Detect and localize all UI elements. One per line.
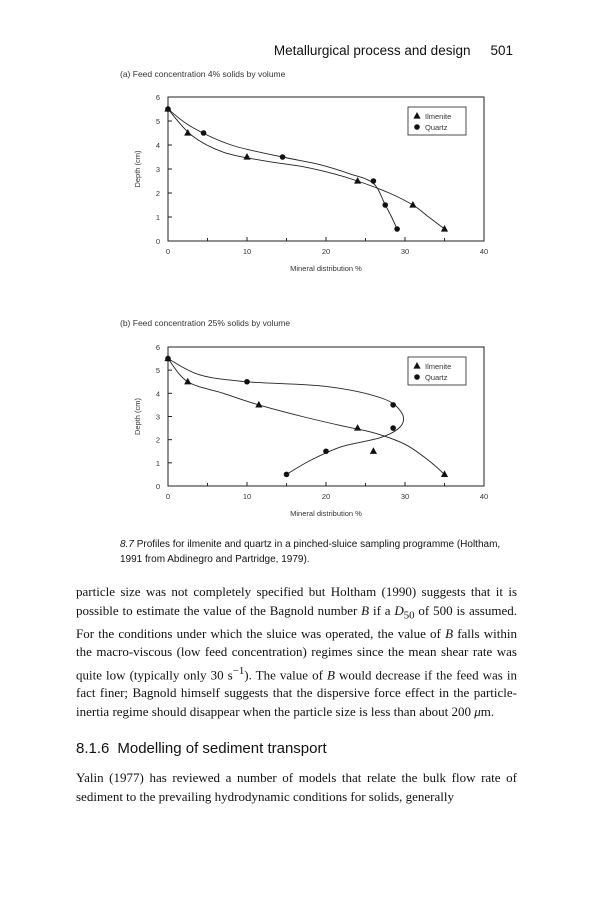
data-point-quartz <box>390 425 396 431</box>
y-tick-label: 1 <box>155 213 160 222</box>
y-axis-label: Depth (cm) <box>133 150 142 188</box>
series-line-quartz <box>168 359 404 475</box>
legend-label-ilmenite: Ilmenite <box>425 112 452 121</box>
y-axis-label: Depth (cm) <box>133 397 142 436</box>
data-point-quartz <box>201 130 207 136</box>
y-tick-label: 3 <box>155 412 160 422</box>
para1-text-5: ). The value of <box>244 666 327 682</box>
legend-label-quartz: Quartz <box>425 373 448 382</box>
x-tick-label: 10 <box>242 492 252 501</box>
data-point-ilmenite <box>370 447 377 454</box>
var-b: B <box>445 625 454 641</box>
var-b: B <box>361 602 370 618</box>
section-heading <box>76 740 327 757</box>
section-title: Modelling of sediment transport <box>117 740 327 757</box>
data-point-quartz <box>280 154 286 160</box>
x-tick-label: 30 <box>400 492 410 501</box>
y-tick-label: 5 <box>155 117 160 126</box>
para1-text-2: if a <box>369 602 395 618</box>
x-tick-label: 20 <box>321 492 331 501</box>
y-tick-label: 2 <box>155 189 160 198</box>
y-tick-label: 6 <box>155 93 160 102</box>
para1-text-3: of 500 is assumed. For the conditions under which the sluice was operated, the value of <box>76 602 517 641</box>
x-tick-label: 40 <box>479 492 489 501</box>
section-number: 8.1.6 <box>76 740 110 757</box>
y-tick-label: 0 <box>155 482 160 491</box>
para1-text-7: m. <box>480 703 495 719</box>
legend-label-quartz: Quartz <box>425 123 448 132</box>
x-tick-label: 30 <box>400 247 410 256</box>
data-point-ilmenite <box>184 378 191 385</box>
data-point-quartz <box>371 178 377 184</box>
data-point-quartz <box>165 106 171 112</box>
data-point-ilmenite <box>354 424 361 431</box>
legend-marker-quartz <box>414 374 420 380</box>
y-tick-label: 2 <box>155 435 160 445</box>
panel-a-title: (a) Feed concentration 4% solids by volume <box>120 69 286 79</box>
var-b: B <box>326 666 335 682</box>
var-d-subscript: 50 <box>403 609 415 622</box>
data-point-quartz <box>323 448 329 454</box>
data-point-quartz <box>244 379 250 385</box>
x-tick-label: 10 <box>242 247 252 256</box>
chart-a <box>0 85 600 295</box>
para1-text-4: falls within the macro-viscous (low feed concentration) regimes since the mean shear rate was quite low (typically only 30 s <box>76 625 518 682</box>
x-tick-label: 20 <box>321 247 331 256</box>
data-point-quartz <box>284 472 290 478</box>
x-axis-label: Mineral distribution % <box>290 264 362 273</box>
x-tick-label: 40 <box>479 247 489 256</box>
panel-b-title: (b) Feed concentration 25% solids by volume <box>120 318 291 328</box>
data-point-quartz <box>382 202 388 208</box>
y-tick-label: 1 <box>155 458 160 468</box>
x-tick-label: 0 <box>165 492 171 501</box>
figure-caption-text: Profiles for ilmenite and quartz in a pinched-sluice sampling programme (Holtham, 1991 from Abdinegro and Partridge, 1979). <box>120 539 501 565</box>
figure-number: 8.7 <box>120 539 134 550</box>
data-point-ilmenite <box>409 201 416 208</box>
data-point-ilmenite <box>441 470 448 477</box>
data-point-quartz <box>394 226 400 232</box>
var-d: D <box>394 602 404 618</box>
para1-text-1: particle size was not completely specified but Holtham (1990) suggests that it is possible to estimate the value of the Bagnold number <box>76 584 517 618</box>
y-tick-label: 3 <box>155 165 160 174</box>
data-point-quartz <box>390 402 396 408</box>
body-paragraph-2: Yalin (1977) has reviewed a number of models that relate the bulk flow rate of sediment to the prevailing hydrodynamic conditions for solids, generally <box>76 770 517 804</box>
y-tick-label: 0 <box>155 237 160 246</box>
mu-symbol: μ <box>474 703 481 719</box>
body-paragraph-1 <box>76 583 517 721</box>
data-point-quartz <box>165 356 171 362</box>
y-tick-label: 4 <box>155 389 160 399</box>
series-line-quartz <box>168 109 397 229</box>
data-point-ilmenite <box>441 225 448 232</box>
x-axis-label: Mineral distribution % <box>290 509 362 518</box>
legend-label-ilmenite: Ilmenite <box>425 362 452 371</box>
y-tick-label: 6 <box>155 343 160 352</box>
series-line-ilmenite <box>168 109 445 229</box>
y-tick-label: 4 <box>155 141 160 150</box>
page-number: 501 <box>490 43 513 58</box>
figure-caption <box>120 537 520 567</box>
data-point-ilmenite <box>243 153 250 160</box>
legend-marker-quartz <box>414 124 420 130</box>
exponent: −1 <box>232 664 245 677</box>
para1-text-6: would decrease if the feed was in fact finer; Bagnold himself suggests that the dispersive force effect in the particle-inertia regime should disappear when the particle size is less than about 200 <box>76 666 517 719</box>
running-header <box>274 43 513 58</box>
x-tick-label: 0 <box>165 247 171 256</box>
running-title: Metallurgical process and design <box>273 43 471 58</box>
y-tick-label: 5 <box>155 366 160 376</box>
chart-b <box>0 333 600 533</box>
